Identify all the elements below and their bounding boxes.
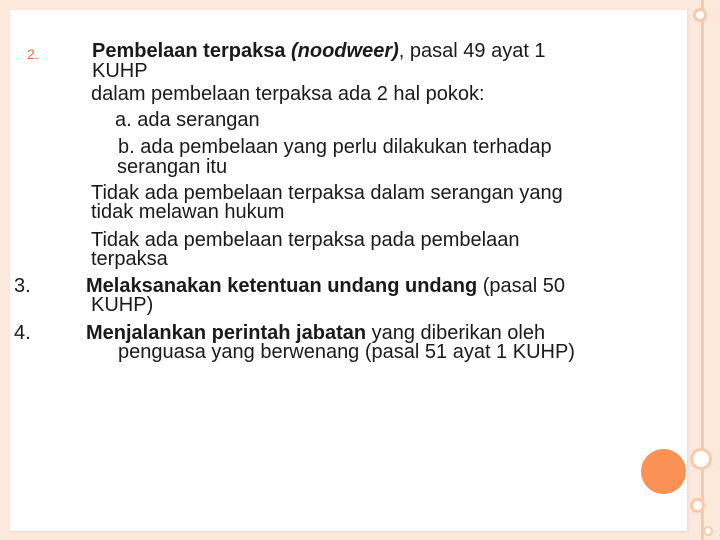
decorative-circle-small bbox=[690, 498, 705, 513]
decorative-circle-orange bbox=[641, 449, 686, 494]
decorative-circle-outline bbox=[690, 448, 712, 470]
item2-line-b: a. ada serangan bbox=[115, 109, 260, 131]
item2-line-c2: serangan itu bbox=[117, 156, 228, 178]
item2-line-e2: terpaksa bbox=[91, 248, 168, 270]
list-number: 4. bbox=[14, 322, 31, 344]
list-number: 2. bbox=[27, 46, 39, 62]
item2-line-d2: tidak melawan hukum bbox=[91, 201, 285, 223]
item2-title bbox=[92, 42, 546, 61]
item2-line-a: dalam pembelaan terpaksa ada 2 hal pokok: bbox=[91, 83, 485, 105]
decorative-circle-tiny bbox=[703, 526, 713, 536]
item4-rest: yang diberikan oleh bbox=[366, 322, 546, 344]
item2-title-bold: Pembelaan terpaksa bbox=[92, 40, 286, 62]
item2-line-c1: b. ada pembelaan yang perlu dilakukan terhadap bbox=[118, 136, 552, 158]
item2-title-rest: , pasal 49 ayat 1 bbox=[398, 40, 546, 62]
item3-line2: KUHP) bbox=[91, 294, 154, 316]
item2-title-italic: (noodweer) bbox=[291, 40, 399, 62]
slide-content bbox=[14, 42, 674, 390]
list-number: 3. bbox=[14, 275, 31, 297]
item4-line2: penguasa yang berwenang (pasal 51 ayat 1 KUHP) bbox=[118, 341, 575, 363]
item2-title-line2: KUHP bbox=[92, 60, 148, 82]
item3-text bbox=[86, 277, 565, 296]
list-item-4 bbox=[14, 322, 674, 390]
decorative-circle-top bbox=[693, 8, 707, 22]
item2-line-d1: Tidak ada pembelaan terpaksa dalam serangan yang bbox=[91, 182, 563, 204]
item4-bold: Menjalankan perintah jabatan bbox=[86, 322, 367, 344]
list-item-2 bbox=[14, 42, 674, 292]
item3-rest: (pasal 50 bbox=[477, 275, 566, 297]
item2-line-e1: Tidak ada pembelaan terpaksa pada pembelaan bbox=[91, 229, 520, 251]
item3-bold: Melaksanakan ketentuan undang undang bbox=[86, 275, 478, 297]
